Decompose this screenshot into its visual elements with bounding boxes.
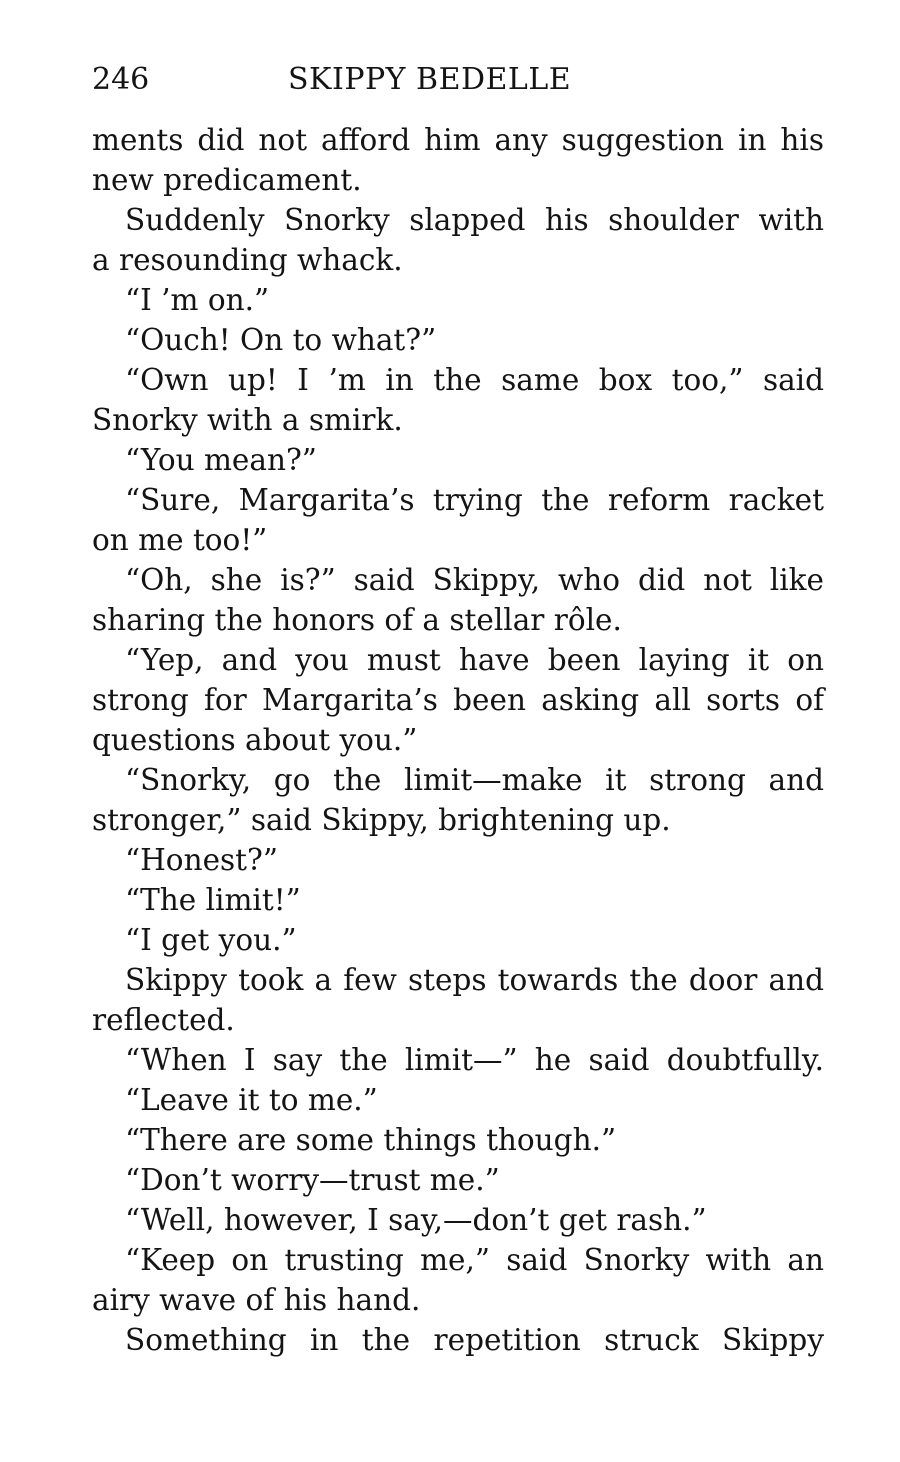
text-line: ments did not afford him any suggestion in his (92, 123, 824, 157)
text-line: “I get you.” (125, 923, 297, 957)
text-line: “I ’m on.” (125, 283, 270, 317)
body-text (92, 120, 824, 1360)
text-line: “Yep, and you must have been laying it on (125, 643, 824, 677)
text-line: “Own up! I ’m in the same box too,” said (125, 363, 824, 397)
text-line: Skippy took a few steps towards the door and (125, 963, 824, 997)
book-page (92, 58, 824, 1360)
text-line: a resounding whack. (92, 243, 403, 277)
text-line: questions about you.” (92, 723, 418, 757)
running-head (92, 58, 824, 102)
text-line: “Oh, she is?” said Skippy, who did not like (125, 563, 824, 597)
text-line: “Leave it to me.” (125, 1083, 378, 1117)
text-line: Something in the repetition struck Skippy (125, 1323, 824, 1357)
text-line: stronger,” said Skippy, brightening up. (92, 803, 671, 837)
text-line: “Keep on trusting me,” said Snorky with an (125, 1243, 824, 1277)
running-title: SKIPPY BEDELLE (288, 62, 572, 97)
text-line: strong for Margarita’s been asking all sorts of (92, 683, 824, 717)
text-line: “Don’t worry—trust me.” (125, 1163, 500, 1197)
text-line: “Snorky, go the limit—make it strong and (125, 763, 824, 797)
text-line: “Honest?” (125, 843, 278, 877)
text-line: “Sure, Margarita’s trying the reform racket (125, 483, 824, 517)
text-line: “When I say the limit—” he said doubtfully. (125, 1043, 824, 1077)
text-line: Suddenly Snorky slapped his shoulder with (125, 203, 824, 237)
text-line: “There are some things though.” (125, 1123, 617, 1157)
text-line: “Ouch! On to what?” (125, 323, 437, 357)
page-number: 246 (92, 62, 150, 97)
text-line: airy wave of his hand. (92, 1283, 421, 1317)
text-line: “Well, however, I say,—don’t get rash.” (125, 1203, 707, 1237)
text-line: on me too!” (92, 523, 268, 557)
text-line: Snorky with a smirk. (92, 403, 403, 437)
text-line: new predicament. (92, 163, 362, 197)
text-line: sharing the honors of a stellar rôle. (92, 603, 622, 637)
text-line: reflected. (92, 1003, 235, 1037)
text-line: “You mean?” (125, 443, 317, 477)
text-line: “The limit!” (125, 883, 301, 917)
